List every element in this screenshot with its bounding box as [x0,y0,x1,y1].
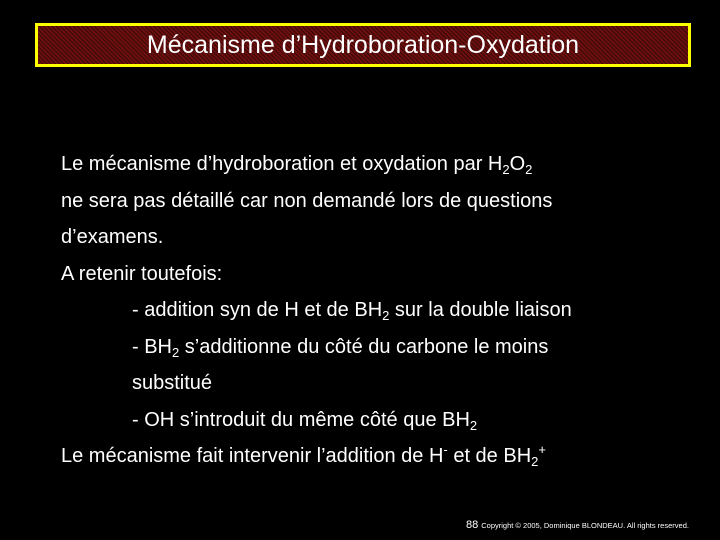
body-line-1-text-b: O [509,153,526,175]
body-line-5 [61,292,701,329]
body-line-8-text: - OH s’introduit du même côté que BH [132,408,470,431]
body-line-8 [61,402,701,439]
body-line-6-text: - BH [132,335,172,358]
body-line-9-text: Le mécanisme fait intervenir l’addition de H [61,445,444,467]
body-line-5-text-b: sur la double liaison [389,299,572,321]
body-line-9-text-b: et de BH [447,445,532,467]
slide-body [61,146,701,475]
superscript: - [443,442,448,457]
slide-title: Mécanisme d’Hydroboration-Oxydation [146,30,580,59]
copyright-notice: Copyright © 2005, Dominique BLONDEAU. All rights reserved. [481,521,689,530]
body-line-1 [61,146,701,183]
body-line-7 [61,365,701,402]
body-line-1-text: Le mécanisme d’hydroboration et oxydation par H [61,153,503,175]
subscript: 2 [382,308,390,323]
body-line-6 [61,329,701,366]
page-number: 88 [466,519,479,531]
slide-footer [466,519,689,531]
body-line-3 [61,219,701,256]
body-line-2-text: ne sera pas détaillé car non demandé lors de questions [61,189,553,212]
subscript: 2 [525,162,533,177]
subscript: 2 [502,162,510,177]
subscript: 2 [469,417,478,433]
subscript: 2 [531,454,539,469]
body-line-5-text: - addition syn de H et de BH [132,299,383,321]
body-line-3-text: d’examens. [61,226,164,248]
body-line-4 [61,256,701,293]
superscript: + [538,442,546,457]
title-banner [35,23,691,67]
subscript: 2 [172,344,180,360]
body-line-4-text: A retenir toutefois: [61,262,223,285]
body-line-6-text-b: s’additionne du côté du carbone le moins [179,335,549,358]
body-line-7-text: substitué [132,372,213,394]
body-line-2 [61,183,701,220]
body-line-9 [61,438,701,475]
